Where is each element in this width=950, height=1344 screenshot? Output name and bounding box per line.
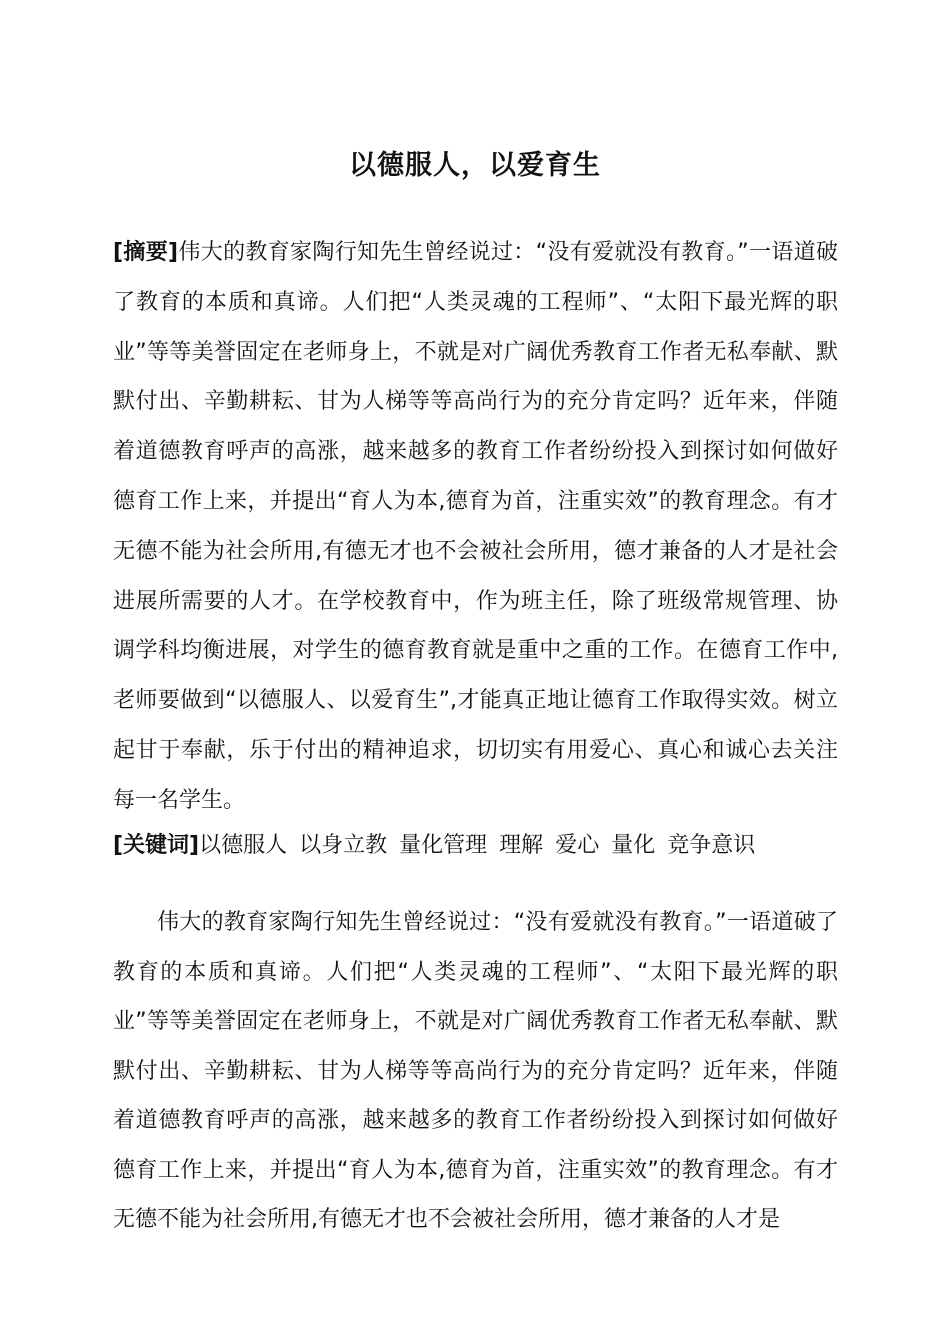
abstract-text: 伟大的教育家陶行知先生曾经说过：“没有爱就没有教育。”一语道破了教育的本质和真谛。人们把“人类灵魂的工程师”、“太阳下最光辉的职业”等等美誉固定在老师身上，不就是对广阔优秀教育工作者无私奉献、默默付出、辛勤耕耘、甘为人梯等等高尚行为的充分肯定吗？近年来，伴随着道德教育呼声的高涨，越来越多的教育工作者纷纷投入到探讨如何做好德育工作上来，并提出“育人为本,德育为首，注重实效”的教育理念。有才无德不能为社会所用,有德无才也不会被社会所用，德才兼备的人才是社会进展所需要的人才。在学校教育中，作为班主任，除了班级常规管理、协调学科均衡进展，对学生的德育教育就是重中之重的工作。在德育工作中,老师要做到“以德服人、以爱育生”,才能真正地让德育工作取得实效。树立起甘于奉献，乐于付出的精神追求，切切实有用爱心、真心和诚心去关注每一名学生。 (113, 240, 838, 813)
body-paragraph: 伟大的教育家陶行知先生曾经说过：“没有爱就没有教育。”一语道破了教育的本质和真谛。人们把“人类灵魂的工程师”、“太阳下最光辉的职业”等等美誉固定在老师身上，不就是对广阔优秀教育工作者无私奉献、默默付出、辛勤耕耘、甘为人梯等等高尚行为的充分肯定吗？近年来，伴随着道德教育呼声的高涨，越来越多的教育工作者纷纷投入到探讨如何做好德育工作上来，并提出“育人为本,德育为首，注重实效”的教育理念。有才无德不能为社会所用,有德无才也不会被社会所用，德才兼备的人才是 (113, 910, 838, 1232)
abstract-paragraph (113, 228, 838, 826)
abstract-label: [摘要] (113, 240, 179, 265)
document-title: 以德服人，以爱育生 (349, 150, 601, 182)
keyword-item: 量化 (611, 833, 656, 858)
keywords-label: [关键词] (113, 833, 200, 858)
keyword-item: 量化管理 (399, 833, 488, 858)
keyword-item: 以身立教 (299, 833, 388, 858)
keyword-item: 爱心 (555, 833, 600, 858)
keyword-item: 以德服人 (199, 833, 288, 858)
keyword-item: 竞争意识 (667, 833, 756, 858)
keyword-item: 理解 (499, 833, 544, 858)
keywords-line (113, 822, 838, 870)
